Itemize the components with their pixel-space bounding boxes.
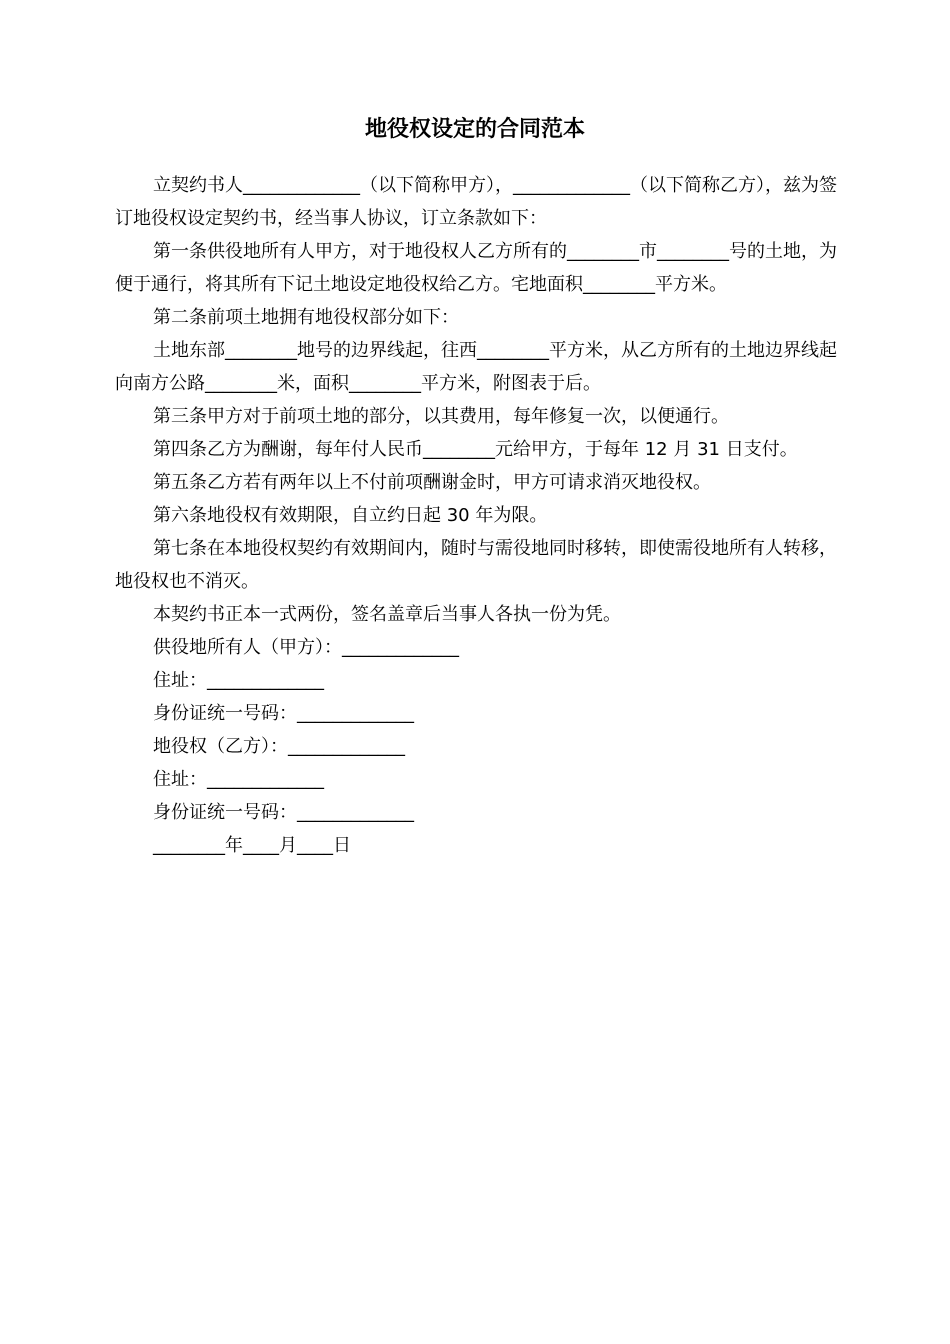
preamble-paragraph: 立契约书人_____________（以下简称甲方），_____________（以下简称乙方），兹为签订地役权设定契约书，经当事人协议，订立条款如下： (115, 175, 837, 229)
land-boundary-paragraph: 土地东部________地号的边界线起，往西________平方米，从乙方所有的土地边界线起向南方公路________米，面积________平方米，附图表于后。 (115, 340, 837, 394)
date-line: ________年____月____日 (153, 835, 351, 856)
article-6-paragraph: 第六条地役权有效期限，自立约日起 30 年为限。 (153, 505, 548, 526)
party-b-id-line: 身份证统一号码：_____________ (153, 802, 414, 823)
document-body (115, 169, 850, 862)
article-1-paragraph: 第一条供役地所有人甲方，对于地役权人乙方所有的________市________号的土地，为便于通行，将其所有下记土地设定地役权给乙方。宅地面积________平方米。 (115, 241, 837, 295)
party-a-signature-line: 供役地所有人（甲方）：_____________ (153, 637, 459, 658)
article-4-paragraph: 第四条乙方为酬谢，每年付人民币________元给甲方，于每年 12 月 31 日支付。 (153, 439, 798, 460)
article-2-paragraph: 第二条前项土地拥有地役权部分如下： (153, 307, 459, 328)
article-5-paragraph: 第五条乙方若有两年以上不付前项酬谢金时，甲方可请求消灭地役权。 (153, 472, 711, 493)
article-7-paragraph: 第七条在本地役权契约有效期间内，随时与需役地同时移转，即使需役地所有人转移，地役权也不消灭。 (115, 538, 837, 592)
party-a-address-line: 住址：_____________ (153, 670, 324, 691)
document-title: 地役权设定的合同范本 (364, 117, 585, 142)
party-b-address-line: 住址：_____________ (153, 769, 324, 790)
article-3-paragraph: 第三条甲方对于前项土地的部分，以其费用，每年修复一次，以便通行。 (153, 406, 729, 427)
party-b-signature-line: 地役权（乙方）：_____________ (153, 736, 405, 757)
copies-paragraph: 本契约书正本一式两份，签名盖章后当事人各执一份为凭。 (153, 604, 621, 625)
party-a-id-line: 身份证统一号码：_____________ (153, 703, 414, 724)
